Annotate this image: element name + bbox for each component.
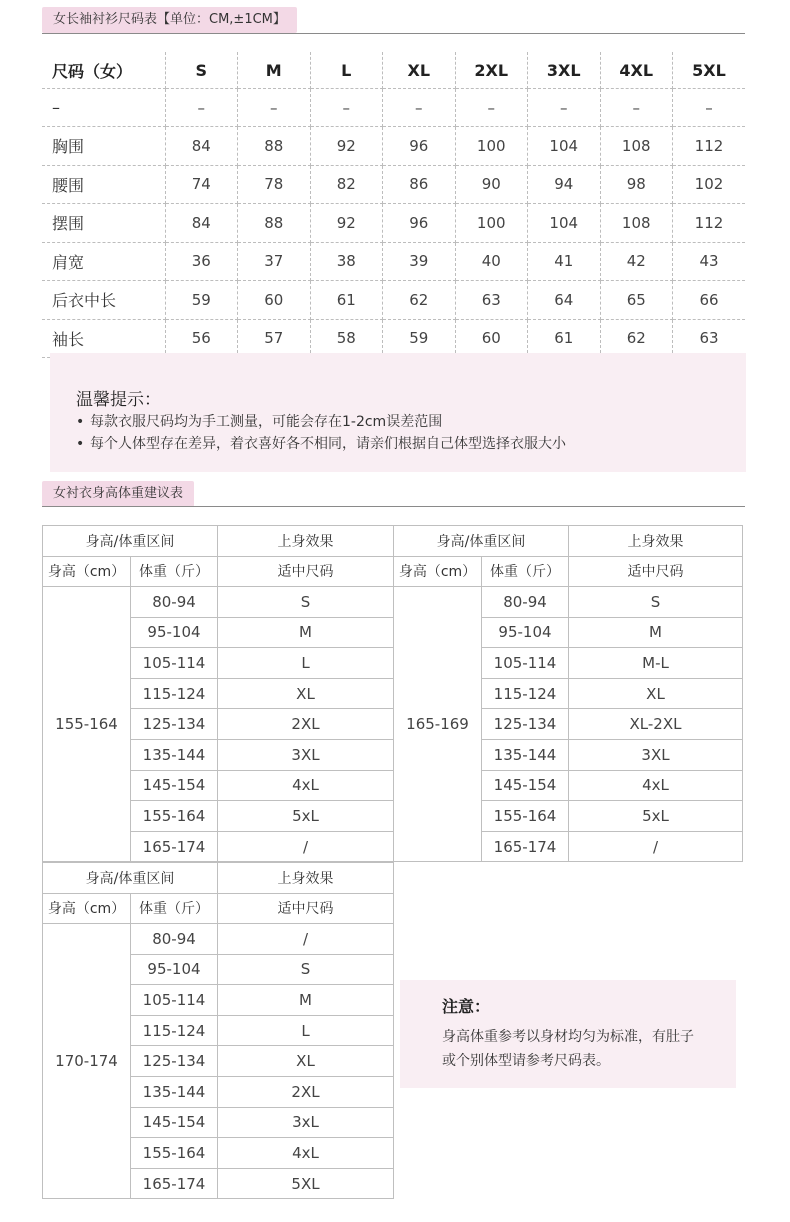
- dash-cell: –: [165, 89, 238, 127]
- recommended-size-cell: 3XL: [569, 739, 743, 770]
- size-header-cell: L: [310, 52, 383, 89]
- weight-range-cell: 80-94: [131, 924, 218, 955]
- recommended-size-cell: 4xL: [218, 770, 394, 801]
- tip-item: • 每个人体型存在差异，着衣喜好各不相同，请亲们根据自己体型选择衣服大小: [76, 436, 566, 452]
- size-value-cell: 57: [238, 319, 311, 358]
- recommended-size-cell: /: [218, 831, 394, 862]
- height-range-cell: 155-164: [43, 587, 131, 862]
- size-value-cell: 78: [238, 165, 311, 204]
- weight-range-cell: 145-154: [131, 770, 218, 801]
- recommended-size-cell: S: [569, 587, 743, 618]
- size-row-label: 肩宽: [42, 242, 165, 281]
- size-value-cell: 36: [165, 242, 238, 281]
- divider: [42, 33, 745, 34]
- size-col-heading: 适中尺码: [218, 556, 394, 587]
- size-value-cell: 37: [238, 242, 311, 281]
- recommended-size-cell: M: [569, 617, 743, 648]
- size-value-cell: 108: [600, 127, 673, 166]
- weight-range-cell: 80-94: [131, 587, 218, 618]
- size-value-cell: 38: [310, 242, 383, 281]
- size-value-cell: 82: [310, 165, 383, 204]
- size-value-cell: 43: [673, 242, 746, 281]
- effect-heading: 上身效果: [218, 863, 394, 894]
- size-value-cell: 96: [383, 127, 456, 166]
- recommended-size-cell: 4xL: [569, 770, 743, 801]
- weight-range-cell: 80-94: [482, 587, 569, 618]
- weight-range-cell: 105-114: [131, 985, 218, 1016]
- size-chart-table: [42, 52, 745, 358]
- note-title: 注意：: [442, 997, 491, 1016]
- dash-cell: –: [673, 89, 746, 127]
- recommended-size-cell: /: [218, 924, 394, 955]
- recommended-size-cell: M: [218, 985, 394, 1016]
- size-row-label: 袖长: [42, 319, 165, 358]
- weight-head-row: [43, 863, 394, 894]
- recommended-size-cell: S: [218, 587, 394, 618]
- weight-range-cell: 105-114: [131, 648, 218, 679]
- weight-range-cell: 155-164: [482, 801, 569, 832]
- size-value-cell: 108: [600, 204, 673, 243]
- size-value-cell: 60: [238, 281, 311, 320]
- recommended-size-cell: XL: [218, 1046, 394, 1077]
- dash-cell: –: [455, 89, 528, 127]
- size-value-cell: 88: [238, 204, 311, 243]
- size-col-heading: 适中尺码: [218, 893, 394, 924]
- weight-head-row: [43, 526, 394, 557]
- dash-cell: –: [383, 89, 456, 127]
- height-col-heading: 身高（cm）: [394, 556, 482, 587]
- size-header-cell: S: [165, 52, 238, 89]
- size-value-cell: 64: [528, 281, 601, 320]
- weight-range-cell: 135-144: [482, 739, 569, 770]
- recommended-size-cell: /: [569, 831, 743, 862]
- weight-row: [43, 924, 394, 955]
- weight-range-cell: 165-174: [131, 831, 218, 862]
- size-value-cell: 92: [310, 127, 383, 166]
- weight-chart-title: 女衬衣身高体重建议表: [42, 481, 194, 507]
- recommended-size-cell: 5XL: [218, 1168, 394, 1199]
- size-value-cell: 60: [455, 319, 528, 358]
- note-line-2: 或个别体型请参考尺码表。: [442, 1053, 610, 1069]
- weight-range-cell: 95-104: [131, 617, 218, 648]
- size-value-cell: 112: [673, 127, 746, 166]
- weight-range-cell: 125-134: [131, 709, 218, 740]
- size-value-cell: 59: [383, 319, 456, 358]
- size-row-label: 腰围: [42, 165, 165, 204]
- tips-box: [50, 353, 746, 472]
- weight-range-cell: 115-124: [131, 678, 218, 709]
- size-value-cell: 104: [528, 127, 601, 166]
- weight-col-heading: 体重（斤）: [131, 556, 218, 587]
- size-value-cell: 61: [310, 281, 383, 320]
- note-box: [400, 980, 736, 1088]
- recommended-size-cell: XL: [218, 678, 394, 709]
- bullet-icon: •: [76, 436, 85, 452]
- weight-range-cell: 125-134: [482, 709, 569, 740]
- weight-table-155-164: [42, 525, 394, 862]
- size-header-cell: 5XL: [673, 52, 746, 89]
- tips-title: 温馨提示：: [76, 390, 161, 410]
- range-heading: 身高/体重区间: [43, 863, 218, 894]
- recommended-size-cell: L: [218, 648, 394, 679]
- size-value-cell: 63: [455, 281, 528, 320]
- size-value-cell: 58: [310, 319, 383, 358]
- size-value-cell: 63: [673, 319, 746, 358]
- weight-subhead-row: [394, 556, 743, 587]
- weight-range-cell: 145-154: [131, 1107, 218, 1138]
- size-row-label: 胸围: [42, 127, 165, 166]
- size-header-cell: 2XL: [455, 52, 528, 89]
- size-value-cell: 102: [673, 165, 746, 204]
- weight-range-cell: 165-174: [482, 831, 569, 862]
- weight-range-cell: 155-164: [131, 801, 218, 832]
- size-value-cell: 41: [528, 242, 601, 281]
- size-value-cell: 42: [600, 242, 673, 281]
- size-header-cell: XL: [383, 52, 456, 89]
- weight-table-165-169: [393, 525, 743, 862]
- recommended-size-cell: 3XL: [218, 739, 394, 770]
- weight-range-cell: 115-124: [482, 678, 569, 709]
- recommended-size-cell: M-L: [569, 648, 743, 679]
- size-value-cell: 86: [383, 165, 456, 204]
- weight-range-cell: 165-174: [131, 1168, 218, 1199]
- size-value-cell: 62: [383, 281, 456, 320]
- size-header-cell: 3XL: [528, 52, 601, 89]
- dash-cell: –: [310, 89, 383, 127]
- weight-range-cell: 115-124: [131, 1015, 218, 1046]
- dash-cell: –: [600, 89, 673, 127]
- size-value-cell: 100: [455, 127, 528, 166]
- weight-range-cell: 125-134: [131, 1046, 218, 1077]
- tip-item: • 每款衣服尺码均为手工测量，可能会存在1-2cm误差范围: [76, 414, 443, 430]
- size-row: [42, 242, 745, 281]
- size-row-label: 后衣中长: [42, 281, 165, 320]
- weight-col-heading: 体重（斤）: [482, 556, 569, 587]
- size-value-cell: 40: [455, 242, 528, 281]
- size-value-cell: 59: [165, 281, 238, 320]
- dash-cell: –: [528, 89, 601, 127]
- size-value-cell: 66: [673, 281, 746, 320]
- weight-range-cell: 95-104: [131, 954, 218, 985]
- size-row: [42, 204, 745, 243]
- size-header-cell: M: [238, 52, 311, 89]
- size-value-cell: 84: [165, 204, 238, 243]
- recommended-size-cell: 3xL: [218, 1107, 394, 1138]
- size-row-label: 摆围: [42, 204, 165, 243]
- height-range-cell: 170-174: [43, 924, 131, 1199]
- size-value-cell: 100: [455, 204, 528, 243]
- size-value-cell: 65: [600, 281, 673, 320]
- size-row: [42, 127, 745, 166]
- weight-range-cell: 135-144: [131, 1076, 218, 1107]
- weight-col-heading: 体重（斤）: [131, 893, 218, 924]
- dash-cell: –: [42, 89, 165, 127]
- size-header-label: 尺码（女）: [42, 52, 165, 89]
- size-value-cell: 96: [383, 204, 456, 243]
- recommended-size-cell: 4xL: [218, 1138, 394, 1169]
- weight-row: [394, 587, 743, 618]
- size-row: [42, 281, 745, 320]
- recommended-size-cell: S: [218, 954, 394, 985]
- size-dash-row: [42, 89, 745, 127]
- size-col-heading: 适中尺码: [569, 556, 743, 587]
- note-line-1: 身高体重参考以身材均匀为标准，有肚子: [442, 1029, 694, 1045]
- size-header-cell: 4XL: [600, 52, 673, 89]
- height-col-heading: 身高（cm）: [43, 556, 131, 587]
- divider: [42, 506, 745, 507]
- dash-cell: –: [238, 89, 311, 127]
- recommended-size-cell: 2XL: [218, 709, 394, 740]
- size-row: [42, 319, 745, 358]
- weight-range-cell: 95-104: [482, 617, 569, 648]
- size-row: [42, 165, 745, 204]
- recommended-size-cell: 2XL: [218, 1076, 394, 1107]
- recommended-size-cell: 5xL: [218, 801, 394, 832]
- size-header-row: [42, 52, 745, 89]
- size-value-cell: 98: [600, 165, 673, 204]
- size-value-cell: 62: [600, 319, 673, 358]
- size-value-cell: 39: [383, 242, 456, 281]
- size-value-cell: 74: [165, 165, 238, 204]
- size-value-cell: 61: [528, 319, 601, 358]
- weight-range-cell: 145-154: [482, 770, 569, 801]
- recommended-size-cell: L: [218, 1015, 394, 1046]
- height-range-cell: 165-169: [394, 587, 482, 862]
- size-value-cell: 90: [455, 165, 528, 204]
- weight-subhead-row: [43, 556, 394, 587]
- effect-heading: 上身效果: [569, 526, 743, 557]
- weight-range-cell: 155-164: [131, 1138, 218, 1169]
- weight-table-170-174: [42, 862, 394, 1199]
- recommended-size-cell: XL: [569, 678, 743, 709]
- recommended-size-cell: 5xL: [569, 801, 743, 832]
- size-value-cell: 88: [238, 127, 311, 166]
- bullet-icon: •: [76, 414, 85, 430]
- recommended-size-cell: XL-2XL: [569, 709, 743, 740]
- size-value-cell: 94: [528, 165, 601, 204]
- recommended-size-cell: M: [218, 617, 394, 648]
- size-value-cell: 104: [528, 204, 601, 243]
- weight-subhead-row: [43, 893, 394, 924]
- height-col-heading: 身高（cm）: [43, 893, 131, 924]
- weight-head-row: [394, 526, 743, 557]
- weight-range-cell: 135-144: [131, 739, 218, 770]
- weight-range-cell: 105-114: [482, 648, 569, 679]
- size-value-cell: 112: [673, 204, 746, 243]
- effect-heading: 上身效果: [218, 526, 394, 557]
- weight-row: [43, 587, 394, 618]
- size-chart-title: 女长袖衬衫尺码表【单位：CM,±1CM】: [42, 7, 297, 33]
- range-heading: 身高/体重区间: [394, 526, 569, 557]
- size-value-cell: 56: [165, 319, 238, 358]
- size-value-cell: 92: [310, 204, 383, 243]
- range-heading: 身高/体重区间: [43, 526, 218, 557]
- size-value-cell: 84: [165, 127, 238, 166]
